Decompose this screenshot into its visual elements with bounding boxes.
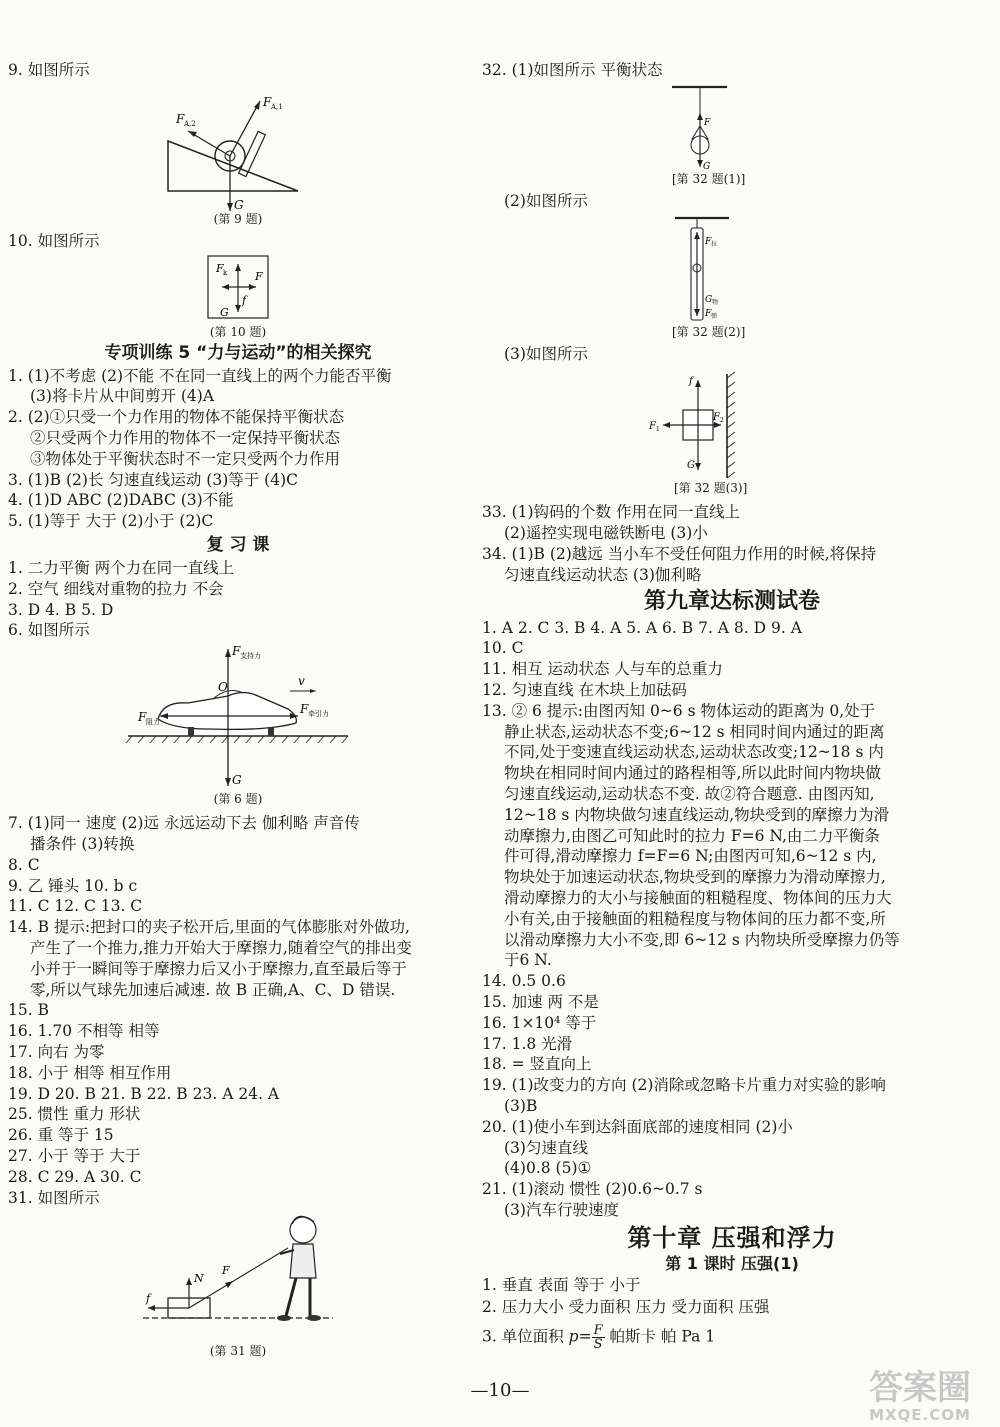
answer-line: 16. 1×10⁴ 等于 (482, 1013, 597, 1032)
fig6-fup-sub: 支持力 (240, 652, 261, 661)
answer-line: 20. (1)使小车到达斜面底部的速度相同 (2)小 (482, 1117, 793, 1136)
review-line: 27. 小于 等于 大于 (8, 1146, 141, 1165)
fig32-3-f1-sub: 1 (656, 426, 660, 434)
fig10-caption: (第 10 题) (209, 324, 267, 339)
fig32-2-fbot-sub: 弹 (711, 312, 718, 320)
review-line: 18. 小于 相等 相互作用 (8, 1063, 172, 1082)
review-line: 14. B 提示:把封口的夹子松开后,里面的气体膨胀对外做功, (8, 918, 410, 937)
answer-line: 件可得,滑动摩擦力 f=F=6 N;由图丙可知,6~12 s 内, (504, 847, 877, 866)
fig10-fk: F (216, 261, 224, 275)
review-line: 15. B (8, 1001, 49, 1020)
fig9-f1-sub: A,1 (271, 102, 283, 111)
fig6-g: G (232, 773, 242, 788)
fig32-3-g: G (687, 460, 695, 472)
answer-line: 13. ② 6 提示:由图丙知 0~6 s 物体运动的距离为 0,处于 (482, 701, 876, 720)
page-number: —10— (470, 1380, 530, 1401)
s5-line: (3)将卡片从中间剪开 (4)A (30, 387, 215, 406)
q3-prefix: 3. 单位面积 (482, 1327, 564, 1346)
answer-line: 19. (1)改变力的方向 (2)消除或忽略卡片重力对实验的影响 (482, 1076, 886, 1095)
review-title: 复 习 课 (206, 534, 270, 555)
answer-line: 11. 相互 运动状态 人与车的总重力 (482, 660, 723, 679)
fig31-n: N (194, 1272, 204, 1286)
q3-suffix: 帕斯卡 帕 Pa 1 (609, 1327, 716, 1346)
answer-line: (4)0.8 (5)① (504, 1159, 592, 1178)
fig31-small-f: f (146, 1292, 151, 1306)
review-line: 小并于一瞬间等于摩擦力后又小于摩擦力,直至最后等于 (30, 959, 407, 978)
answer-line: 物块在相同时间内通过的路程相等,所以此时间内物块做 (504, 764, 881, 783)
answer-line: 匀速直线运动,运动状态不变. 故②符合题意. 由图丙知, (504, 784, 875, 803)
fig9-f2-sub: A,2 (184, 119, 196, 128)
fig6-fdrag-sub: 阻力 (146, 718, 160, 727)
fig10-small-f: f (242, 293, 247, 307)
lesson1-title: 第 1 课时 压强(1) (665, 1253, 799, 1273)
watermark (850, 1370, 990, 1424)
incline (168, 141, 298, 191)
fig9-diagram (148, 81, 328, 211)
fig6-o: O (218, 680, 228, 695)
answer-line: 10. C (482, 639, 524, 658)
fig32-2-ftop-sub: 拉 (711, 240, 718, 248)
q32-3-text: (3)如图所示 (504, 344, 588, 363)
review-answers-b (8, 813, 468, 1208)
fig32-3-f: f (689, 376, 693, 388)
review-line: 26. 重 等于 15 (8, 1126, 114, 1145)
fig32-2-g: G (705, 294, 713, 305)
fig9-caption: (第 9 题) (213, 211, 263, 226)
fig32-2-caption: [第 32 题(2)] (672, 324, 746, 339)
fig32-3-f2-sub: 2 (720, 417, 724, 425)
fig32-3-f1: F (649, 421, 656, 433)
fig10-f: F (255, 269, 263, 283)
fig32-2-fbot: F (705, 308, 712, 319)
chapter9-answers (482, 618, 982, 1221)
q3-fraction (592, 1324, 605, 1351)
fig6-fup: F (232, 644, 241, 659)
answer-line: (3)B (504, 1096, 538, 1115)
review-line: 16. 1.70 不相等 相等 (8, 1022, 160, 1041)
answer-line: 12. 匀速直线 在木块上加砝码 (482, 680, 688, 699)
review-line: 2. 空气 细线对重物的拉力 不会 (8, 579, 224, 598)
fig32-3-diagram (647, 370, 757, 480)
fig32-1-g: G (703, 161, 711, 171)
q32-1-text: 32. (1)如图所示 平衡状态 (482, 61, 663, 79)
review-line: 产生了一个推力,推力开始大于摩擦力,随着空气的排出变 (30, 938, 412, 957)
q10-text: 10. 如图所示 (8, 231, 100, 250)
fig32-3-f2: F (713, 412, 720, 424)
left-column (8, 60, 468, 1359)
s5-line: 3. (1)B (2)长 匀速直线运动 (3)等于 (4)C (8, 470, 298, 489)
answer-line: 静止状态,运动状态不变;6~12 s 相同时间内通过的距离 (504, 722, 885, 741)
review-line: 7. (1)同一 速度 (2)远 永远运动下去 伽利略 声音传 (8, 814, 360, 833)
s5-answers (8, 366, 468, 532)
fig6-ffwd-sub: 牵引力 (308, 710, 329, 719)
fig9-f1-label: F (263, 94, 272, 109)
right-column (482, 60, 982, 1351)
review-line: 8. C (8, 855, 40, 874)
answer-line: 18. = 竖直向上 (482, 1055, 592, 1074)
answer-line: 动摩擦力,由图乙可知此时的拉力 F=6 N,由二力平衡条 (504, 826, 880, 845)
q3-numerator: F (593, 1323, 603, 1339)
answer-line: 物块处于加速运动状态,物块受到的摩擦力为滑动摩擦力, (504, 868, 886, 887)
review-line: 25. 惯性 重力 形状 (8, 1105, 141, 1124)
review-line: 播条件 (3)转换 (30, 834, 135, 853)
lesson1-answers (482, 1275, 982, 1352)
answer-line: 17. 1.8 光滑 (482, 1034, 573, 1053)
answers-33-34 (482, 502, 982, 585)
s5-line: 1. (1)不考虑 (2)不能 不在同一直线上的两个力能否平衡 (8, 366, 392, 385)
fig6-v: v (298, 674, 305, 689)
answer-line: 33. (1)钩码的个数 作用在同一直线上 (482, 503, 740, 522)
fig32-2-ftop: F (705, 236, 712, 247)
chapter9-title: 第九章达标测试卷 (643, 588, 820, 614)
fig32-2-diagram (667, 212, 747, 324)
fig32-3-caption: [第 32 题(3)] (674, 481, 748, 496)
s5-line: 2. (2)①只受一个力作用的物体不能保持平衡状态 (8, 408, 345, 427)
answer-line: 以滑动摩擦力大小不变,即 6~12 s 内物块所受摩擦力仍等 (504, 930, 900, 949)
answer-line: 小有关,由于接触面的粗糙程度与物体间的压力都不变,所 (504, 909, 886, 928)
answer-line: 滑动摩擦力的大小与接触面的粗糙程度、物体间的压力大 (504, 888, 892, 907)
answer-line: 21. (1)滚动 惯性 (2)0.6~0.7 s (482, 1180, 703, 1199)
fig32-1-caption: [第 32 题(1)] (672, 171, 746, 186)
s5-line: 5. (1)等于 大于 (2)小于 (2)C (8, 512, 214, 531)
answer-line: 于6 N. (504, 951, 552, 970)
fig6-ffwd: F (300, 702, 309, 717)
fig32-2-g-sub: 物 (712, 298, 719, 306)
watermark-line2: MXQE.COM (869, 1406, 971, 1424)
fig9-g-label: G (234, 197, 244, 211)
review-answers-a (8, 558, 468, 641)
review-line: 1. 二力平衡 两个力在同一直线上 (8, 558, 235, 577)
fig6-fdrag: F (138, 710, 147, 725)
fig9-f2-label: F (176, 111, 185, 126)
answer-line: 14. 0.5 0.6 (482, 972, 566, 991)
fig32-1-f: F (704, 117, 711, 128)
review-line: 3. D 4. B 5. D (8, 600, 114, 619)
answer-line: (3)匀速直线 (504, 1138, 588, 1157)
review-line: 6. 如图所示 (8, 621, 90, 640)
answer-line: (2)遥控实现电磁铁断电 (3)小 (504, 524, 708, 543)
fig10-diagram (198, 252, 278, 324)
q9-text: 9. 如图所示 (8, 61, 90, 79)
answer-line: 匀速直线运动状态 (3)伽利略 (504, 565, 702, 584)
fig6-caption: (第 6 题) (213, 792, 263, 807)
answer-line: 1. 垂直 表面 等于 小于 (482, 1275, 641, 1294)
section5-title: 专项训练 5 “力与运动”的相关探究 (104, 342, 372, 363)
review-line: 11. C 12. C 13. C (8, 897, 143, 916)
s5-line: 4. (1)D ABC (2)DABC (3)不能 (8, 491, 234, 510)
answer-line: (3)汽车行驶速度 (504, 1200, 619, 1219)
q32-2-text: (2)如图所示 (504, 191, 588, 210)
review-line: 17. 向右 为零 (8, 1042, 105, 1061)
fig31-diagram (138, 1208, 338, 1343)
review-line: 19. D 20. B 21. B 22. B 23. A 24. A (8, 1084, 280, 1103)
watermark-line1: 答案圈 (869, 1368, 971, 1408)
s5-line: ③物体处于平衡状态时不一定只受两个力作用 (30, 449, 341, 468)
fig10-g: G (220, 305, 229, 319)
answer-line: 2. 压力大小 受力面积 压力 受力面积 压强 (482, 1298, 770, 1317)
fig31-caption: (第 31 题) (209, 1344, 267, 1359)
answer-line: 不同,处于变速直线运动状态,运动状态改变;12~18 s 内 (504, 743, 884, 762)
review-line: 9. 乙 锤头 10. b c (8, 876, 138, 895)
answer-line-q3 (482, 1324, 982, 1351)
review-line: 31. 如图所示 (8, 1188, 100, 1207)
review-line: 零,所以气球先加速后减速. 故 B 正确,A、C、D 错误. (30, 980, 396, 999)
answer-line: 34. (1)B (2)越远 当小车不受任何阻力作用的时候,将保持 (482, 544, 877, 563)
answer-line: 15. 加速 两 不是 (482, 992, 599, 1011)
fig31-f: F (222, 1264, 230, 1278)
review-line: 28. C 29. A 30. C (8, 1167, 142, 1186)
q3-formula-p: p= (568, 1327, 592, 1346)
s5-line: ②只受两个力作用的物体不一定保持平衡状态 (30, 428, 341, 447)
fig10-fk-sub: k (223, 268, 228, 277)
fig6-diagram (118, 641, 358, 791)
answer-line: 12~18 s 内物块做匀速直线运动,物块受到的摩擦力为滑 (504, 805, 890, 824)
q3-denominator: S (593, 1337, 603, 1353)
fig32-1-diagram (667, 81, 747, 171)
chapter10-title: 第十章 压强和浮力 (627, 1223, 837, 1252)
answer-line: 1. A 2. C 3. B 4. A 5. A 6. B 7. A 8. D 9. A (482, 618, 802, 637)
